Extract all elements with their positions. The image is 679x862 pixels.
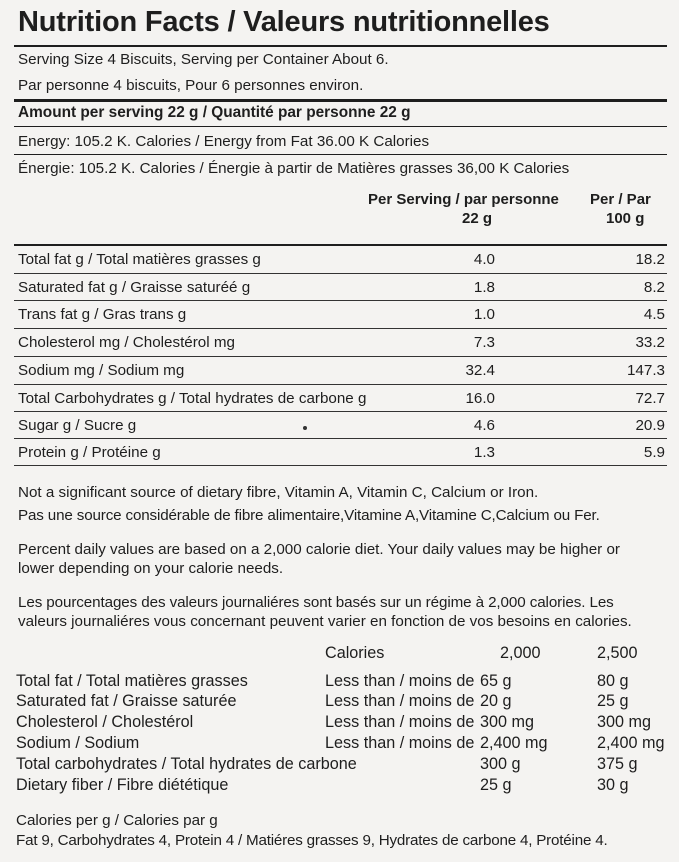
daily-row-2500: 300 mg [597,713,651,731]
nutrient-per-100g: 33.2 [635,334,665,351]
amount-rule [14,126,667,127]
percent-daily-en-line1: Percent daily values are based on a 2,000 calorie diet. Your daily values may be higher or [18,541,620,558]
serving-size-fr: Par personne 4 biscuits, Pour 6 personnes environ. [18,77,364,94]
nutrient-per-100g: 18.2 [635,251,665,268]
nutrition-facts-title: Nutrition Facts / Valeurs nutritionnelles [18,6,550,38]
daily-row-label: Cholesterol / Cholestérol [16,713,194,731]
energy-fr: Énergie: 105.2 K. Calories / Énergie à partir de Matières grasses 36,00 K Calories [18,160,570,177]
nutrient-per-100g: 72.7 [635,390,665,407]
percent-daily-en-line2: lower depending on your calorie needs. [18,560,284,577]
nutrient-label: Total Carbohydrates g / Total hydrates de carbone g [18,390,367,407]
calories-per-g-label: Calories per g / Calories par g [16,812,218,829]
nutrient-per-serving: 1.0 [473,306,495,323]
daily-row-qualifier: Less than / moins de [325,734,475,752]
serving-rule [14,99,667,102]
daily-row-2000: 20 g [480,692,512,710]
nutrient-per-serving: 7.3 [473,334,495,351]
daily-row-2000: 300 mg [480,713,534,731]
nutrient-row-sodium [14,356,667,384]
nutrient-per-100g: 4.5 [643,306,665,323]
title-rule [14,45,667,47]
percent-daily-fr-line2: valeurs journaliéres vous concernant peuvent varier en fonction de vos besoins en calories. [18,613,632,630]
daily-header-2000: 2,000 [500,644,541,662]
not-significant-en: Not a significant source of dietary fibre, Vitamin A, Vitamin C, Calcium or Iron. [18,484,539,501]
nutrient-per-100g: 147.3 [626,362,665,379]
daily-row-label: Total fat / Total matières grasses [16,672,248,690]
per-100g-header: Per / Par [590,191,651,208]
daily-row-2000: 65 g [480,672,512,690]
daily-row-2500: 2,400 mg [597,734,665,752]
nutrient-label: Sugar g / Sucre g [18,417,137,434]
nutrient-row-trans-fat [14,300,667,328]
daily-header-2500: 2,500 [597,644,638,662]
amount-per-serving: Amount per serving 22 g / Quantité par personne 22 g [18,104,411,121]
daily-row-qualifier: Less than / moins de [325,672,475,690]
daily-row-label: Total carbohydrates / Total hydrates de carbone [16,755,357,773]
nutrient-per-serving: 4.0 [473,251,495,268]
nutrient-row-total-fat [14,246,667,273]
not-significant-fr: Pas une source considérable de fibre alimentaire,Vitamine A,Vitamine C,Calcium ou Fer. [18,507,600,524]
per-serving-header: Per Serving / par personne [368,191,559,208]
nutrient-label: Total fat g / Total matières grasses g [18,251,261,268]
daily-row-2500: 80 g [597,672,629,690]
nutrient-label: Sodium mg / Sodium mg [18,362,185,379]
nutrient-row-sugar [14,411,667,439]
daily-row-label: Sodium / Sodium [16,734,140,752]
daily-row-qualifier: Less than / moins de [325,713,475,731]
serving-size-en: Serving Size 4 Biscuits, Serving per Container About 6. [18,51,389,68]
daily-row-qualifier: Less than / moins de [325,692,475,710]
nutrient-per-serving: 1.3 [473,444,495,461]
nutrient-per-100g: 8.2 [643,279,665,296]
nutrient-row-saturated-fat [14,273,667,301]
percent-daily-fr-line1: Les pourcentages des valeurs journaliéres sont basés sur un régime à 2,000 calories. Les [18,594,614,611]
daily-row-2500: 30 g [597,776,629,794]
daily-row-2000: 2,400 mg [480,734,548,752]
nutrient-per-100g: 5.9 [643,444,665,461]
energy-en: Energy: 105.2 K. Calories / Energy from Fat 36.00 K Calories [18,133,430,150]
nutrient-table-bottom-rule [14,465,667,466]
nutrient-label: Saturated fat g / Graisse saturéé g [18,279,251,296]
nutrient-label: Trans fat g / Gras trans g [18,306,187,323]
nutrient-row-carbohydrates [14,384,667,412]
per-100g-grams-header: 100 g [606,210,645,227]
nutrient-row-cholesterol [14,328,667,356]
energy-rule [14,154,667,155]
calories-per-g-values: Fat 9, Carbohydrates 4, Protein 4 / Matiéres grasses 9, Hydrates de carbone 4, Protéine 4. [16,832,608,849]
per-serving-grams-header: 22 g [462,210,493,227]
nutrient-label: Cholesterol mg / Cholestérol mg [18,334,235,351]
print-speck [303,426,307,430]
nutrient-per-serving: 1.8 [473,279,495,296]
nutrient-per-serving: 16.0 [465,390,495,407]
daily-header-calories: Calories [325,644,385,662]
daily-row-2500: 375 g [597,755,638,773]
nutrient-row-protein [14,438,667,466]
daily-row-2500: 25 g [597,692,629,710]
daily-row-label: Dietary fiber / Fibre diététique [16,776,229,794]
daily-row-2000: 300 g [480,755,521,773]
nutrient-per-serving: 32.4 [465,362,495,379]
nutrient-per-100g: 20.9 [635,417,665,434]
daily-row-2000: 25 g [480,776,512,794]
daily-row-label: Saturated fat / Graisse saturée [16,692,237,710]
nutrient-label: Protein g / Protéine g [18,444,161,461]
nutrient-per-serving: 4.6 [473,417,495,434]
